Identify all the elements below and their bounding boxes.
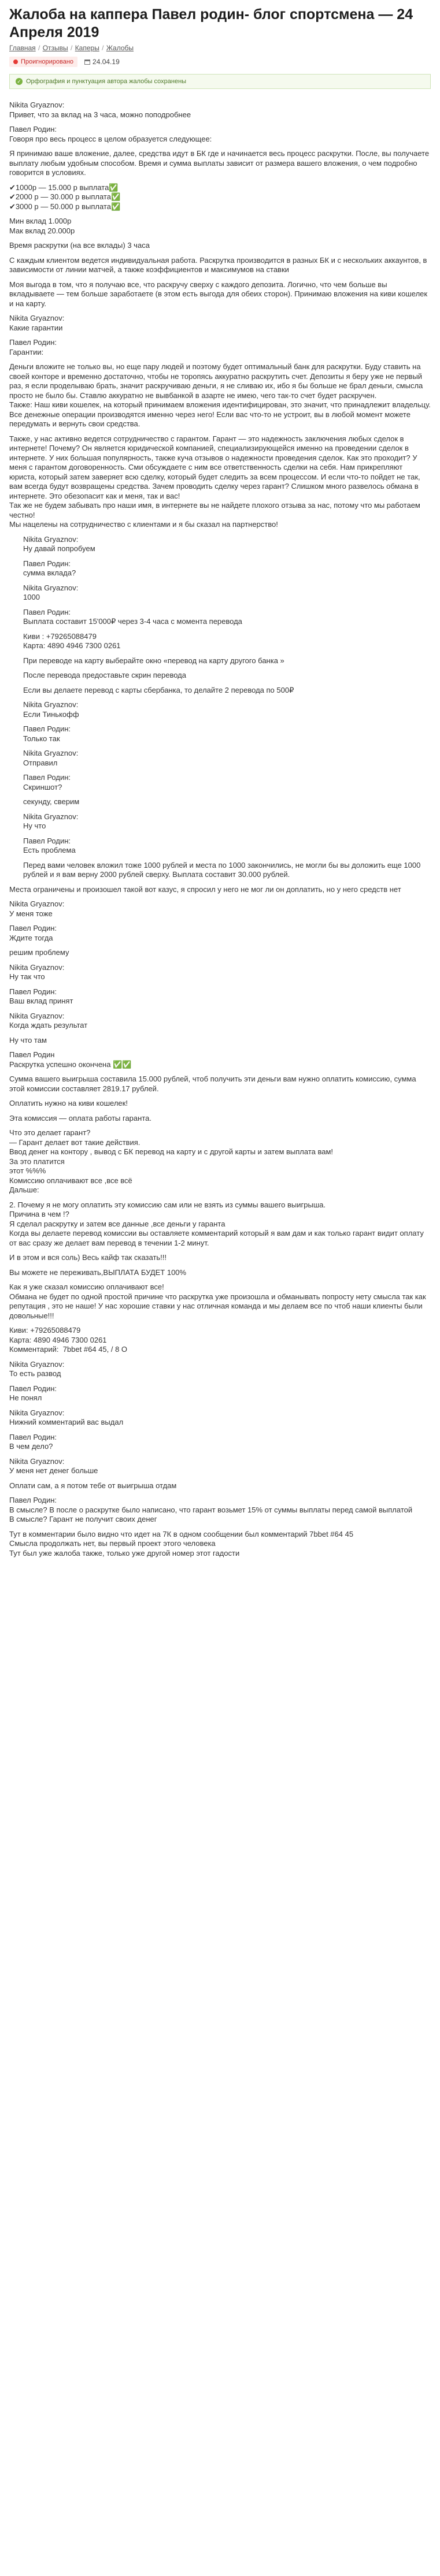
breadcrumb-item-reviews[interactable]: Отзывы (42, 44, 68, 52)
complaint-paragraph: Nikita Gryaznov: То есть развод (9, 1359, 65, 1378)
page-title: Жалоба на каппера Павел родин- блог спортсмена — 24 Апреля 2019 (9, 6, 413, 40)
complaint-paragraph: Что это делает гарант? — Гарант делает вот такие действия. Ввод денег на контору , вывод с БК перевод на карту и с другой карты и затем выплата вам! За это платится этот %%% Комиссию оплачивают все ,все всё Дальше: (9, 1128, 334, 1194)
complaint-paragraph: Павел Родин: В чем дело? (9, 1432, 57, 1451)
complaint-paragraph: Nikita Gryaznov: Отправил (23, 749, 79, 767)
complaint-paragraph: Nikita Gryaznov: Ну давай попробуем (23, 534, 95, 553)
complaint-paragraph: Места ограничены и произошел такой вот казус, я спросил у него не мог ли он доплатить, но у него средств нет (9, 884, 401, 894)
complaint-paragraph: Как я уже сказал комиссию оплачивают все! Обмана не будет по одной простой причине что раскрутка уже произошла и обманывать попросту нету смысла так как репутация , это не наше! У нас хорошие ставки у нас отличная команда и мы делаем все по чтоб наши клиенты были довольные!!! (9, 1283, 426, 1320)
complaint-paragraph: Павел Родин Раскрутка успешно окончена ✅✅ (9, 1050, 132, 1069)
complaint-paragraph: Nikita Gryaznov: У меня тоже (9, 899, 65, 918)
publish-date-text: 24.04.19 (93, 58, 120, 66)
spelling-notice (9, 74, 431, 89)
complaint-paragraph: Павел Родин: Ваш вклад принят (9, 987, 73, 1005)
complaint-paragraph: Nikita Gryaznov: Какие гарантии (9, 314, 65, 332)
complaint-paragraph: Мин вклад 1.000р Мак вклад 20.000р (9, 217, 75, 235)
complaint-paragraph: Ну что там (9, 1035, 47, 1044)
complaint-paragraph: Перед вами человек вложил тоже 1000 рублей и места по 1000 закончились, не могли бы вы доложить еще 1000 рублей и я вам верну 2000 рублей сверху. Выплата составит 30.000 рублей. (23, 860, 423, 879)
complaint-paragraph: Эта комиссия — оплата работы гаранта. (9, 1113, 151, 1122)
complaint-paragraph: Киви: +79265088479 Карта: 4890 4946 7300 0261 Комментарий: 7bbet #64 45, / 8 О (9, 1326, 128, 1354)
complaint-paragraph: ✔1000р — 15.000 р выплата✅ ✔2000 р — 30.000 р выплата✅ ✔3000 р — 50.000 р выплата✅ (9, 183, 121, 211)
complaint-paragraph: После перевода предоставьте скрин перевода (23, 671, 186, 679)
complaint-paragraph: При переводе на карту выберайте окно «перевод на карту другого банка » (23, 656, 284, 665)
complaint-paragraph: Если вы делаете перевод с карты сбербанка, то делайте 2 перевода по 500₽ (23, 685, 294, 694)
complaint-paragraph: Сумма вашего выигрыша составила 15.000 рублей, чтоб получить эти деньги вам нужно оплатить комиссию, сумма этой комиссии составляет 2819.17 рублей. (9, 1075, 419, 1093)
breadcrumb-item-complaints[interactable]: Жалобы (106, 44, 134, 52)
complaint-paragraph: Оплати сам, а я потом тебе от выигрыша отдам (9, 1481, 177, 1490)
status-badge (9, 57, 77, 67)
complaint-paragraph: Павел Родин: В смысле? В после о раскрутке было написано, что гарант возьмет 15% от суммы выплаты перед самой выплатой В смысле? Гарант не получит своих денег (9, 1496, 413, 1523)
complaint-meta (9, 57, 431, 67)
complaint-paragraph: Павел Родин: Не понял (9, 1384, 57, 1402)
complaint-paragraph: Тут в комментарии было видно что идет на 7К в одном сообщении был комментарий 7bbet #64 45 Смысла продолжать нет, вы первый проект этого человека Тут был уже жалоба также, только уже другой номер этот гадости (9, 1529, 354, 1558)
status-dot-icon (13, 60, 18, 64)
complaint-paragraph: С каждым клиентом ведется индивидуальная работа. Раскрутка производится в разных БК и с нескольких аккаунтов, в зависимости от линии матчей, а также коэффициентов и максимумов на ставки (9, 255, 430, 274)
complaint-paragraph: Павел Родин: Только так (23, 724, 71, 743)
complaint-paragraph: Nikita Gryaznov: Ну что (23, 812, 79, 830)
breadcrumb (9, 44, 431, 52)
complaint-paragraph: Nikita Gryaznov: Когда ждать результат (9, 1011, 88, 1029)
complaint-paragraph: Также, у нас активно ведется сотрудничество с гарантом. Гарант — это надежность заключения любых сделок в интернете! Почему? Он является юридической компанией, специализирующейся именно на проведении сделок в интернете. У них большая популярность, также куча отзывов о надежности проведения сделок. Как это проходит? У меня с гарантом договоренность. Сми обсуждаете с ним все ответственность сделки на себя. Нам прикрепляют юриста, который затем заверяет всю сделку, который будет следить за всем процессом. И если что-то пойдет не так, вам всегда будут возвращены средства. Зачем проводить сделку через гарант? Слишком много развелось обмана в интернете. Это обезопасит как и меня, так и вас! Так же не будем забывать про наши имя, в интернете вы не найдете плохого отзыва за нас, потому что мы работаем честно! Мы нацелены на сотрудничество с клиентами и я бы сказал на партнерство! (9, 434, 420, 529)
complaint-paragraph: Моя выгода в том, что я получаю все, что раскручу сверху с каждого депозита. Логично, что чем больше вы вкладываете — тем больше заработаете (в этом есть выгода для обеих сторон). Принимаю вложения на киви кошелек и на карту. (9, 280, 430, 308)
complaint-paragraph: Я принимаю ваше вложение, далее, средства идут в БК где и начинается весь процесс раскрутки. После, вы получаете выплату любым удобным способом. Время и сумма выплаты зависит от размера вашего вложения, о чем подробно говорится в условиях. (9, 149, 431, 177)
complaint-paragraph: 2. Почему я не могу оплатить эту комиссию сам или не взять из суммы вашего выигрыша. Причина в чем !? Я сделал раскрутку и затем все данные ,все деньги у гаранта Когда вы делаете перевод комиссии вы оставляете комментарий который я вам дам и как только гарант видит оплату от вас сразу же делает вам перевод в течении 1-2 минут. (9, 1200, 424, 1247)
complaint-paragraph: Nikita Gryaznov: Нижний комментарий вас выдал (9, 1408, 124, 1426)
complaint-paragraph: Nikita Gryaznov: Если Тинькофф (23, 700, 79, 719)
complaint-paragraph: Павел Родин: Выплата составит 15'000₽ через 3-4 часа с момента перевода (23, 607, 242, 626)
calendar-icon (84, 60, 90, 65)
breadcrumb-separator: / (36, 44, 42, 52)
complaint-paragraph: секунду, сверим (23, 797, 80, 806)
breadcrumb-separator: / (99, 44, 106, 52)
complaint-paragraph: Nikita Gryaznov: Привет, что за вклад на 3 часа, можно поподробнее (9, 101, 191, 119)
status-label: Проигнорировано (21, 58, 74, 65)
complaint-paragraph: решим проблему (9, 948, 69, 957)
complaint-paragraph: Павел Родин: сумма вклада? (23, 559, 76, 577)
complaint-paragraph: Павел Родин: Гарантии: (9, 338, 57, 356)
publish-date (84, 58, 120, 66)
complaint-paragraph: Павел Родин: Ждите тогда (9, 924, 57, 942)
complaint-paragraph: Nikita Gryaznov: 1000 (23, 583, 79, 601)
checkmark-icon: ✓ (16, 78, 23, 85)
complaint-paragraph: Nikita Gryaznov: У меня нет денег больше (9, 1456, 98, 1475)
breadcrumb-item-cappers[interactable]: Каперы (75, 44, 99, 52)
complaint-paragraph: Киви : +79265088479 Карта: 4890 4946 7300 0261 (23, 631, 121, 650)
complaint-body (9, 101, 431, 1558)
breadcrumb-separator: / (68, 44, 75, 52)
complaint-paragraph: И в этом и вся соль) Весь кайф так сказать!!! (9, 1253, 167, 1262)
breadcrumb-item-home[interactable]: Главная (9, 44, 36, 52)
complaint-paragraph: Оплатить нужно на киви кошелек! (9, 1099, 128, 1107)
complaint-paragraph: Вы можете не переживать,ВЫПЛАТА БУДЕТ 100% (9, 1267, 187, 1277)
complaint-paragraph: Павел Родин: Есть проблема (23, 836, 76, 854)
complaint-paragraph: Павел Родин: Говоря про весь процесс в целом образуется следующее: (9, 125, 212, 143)
complaint-paragraph: Деньги вложите не только вы, но еще пару людей и поэтому будет оптимальный банк для раскрутки. Буду ставить на своей конторе и временно достаточно, чтобы не торопясь аккуратно раскрутить счет. Депозиты я беру уже не первый раз, я если проделываю брать, значит раскручиваю деньги, я не сливаю их, ибо я бы больше не брал деньги, смысла просто не было бы. Ставлю аккуратно не вывбанкой в азарте не имею, чего так-то счет будет раскручен. Также: Наш киви кошелек, на который принимаем вложения идентифицирован, это значит, что принадлежит владельцу. Все денежные операции производятся именно через него! Если вас что-то не устроит, вы в любой момент можете передумать и вернуть свои средства. (9, 362, 431, 428)
complaint-paragraph: Nikita Gryaznov: Ну так что (9, 962, 65, 981)
complaint-paragraph: Павел Родин: Скриншот? (23, 773, 71, 791)
spelling-notice-text: Орфография и пунктуация автора жалобы сохранены (26, 78, 187, 85)
complaint-paragraph: Время раскрутки (на все вклады) 3 часа (9, 241, 150, 250)
